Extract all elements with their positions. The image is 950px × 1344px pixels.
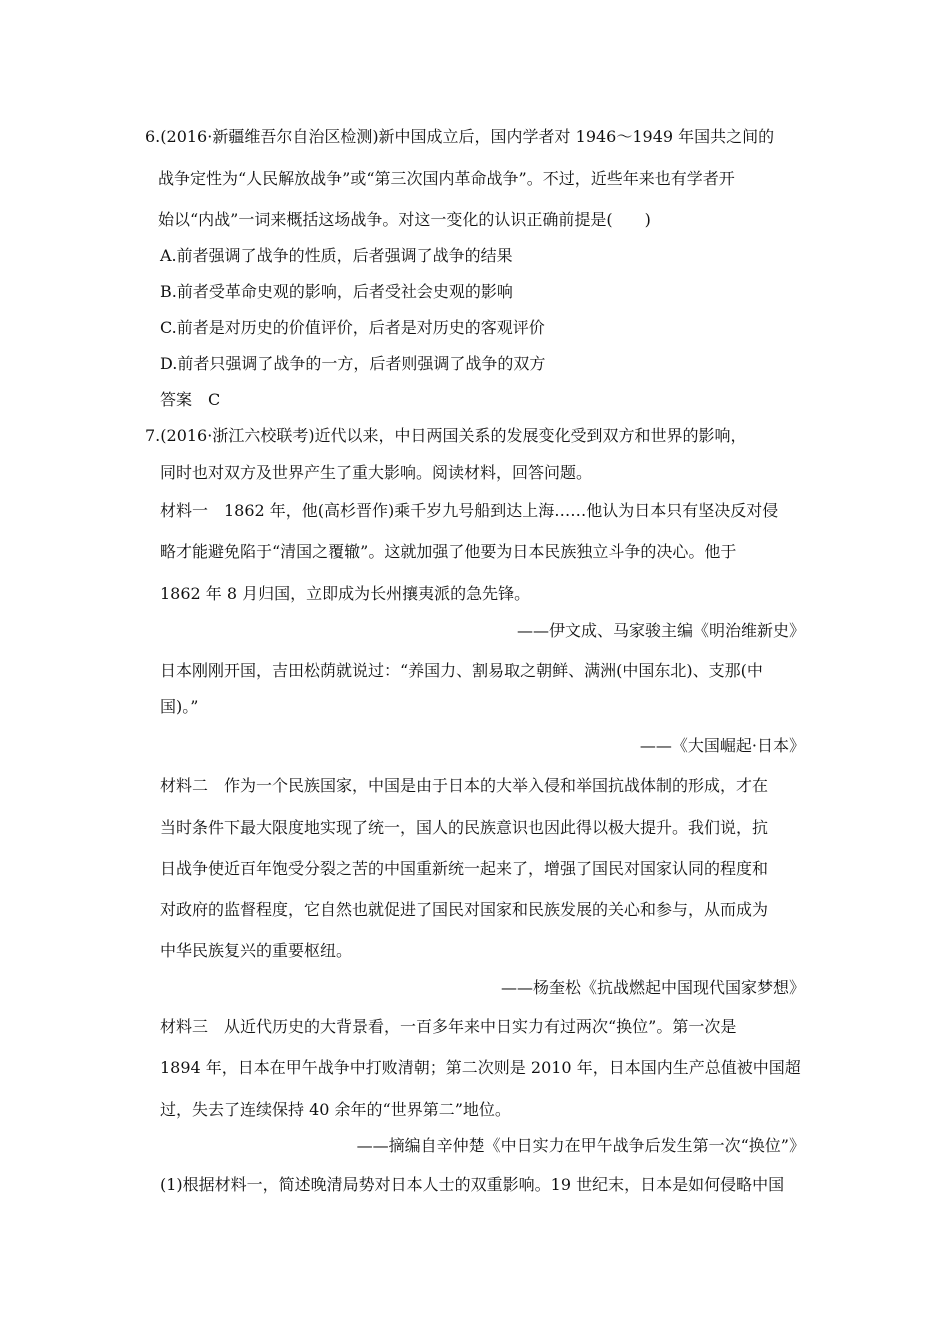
q6-stem-line-3: 始以“内战”一词来概括这场战争。对这一变化的认识正确前提是( ) — [158, 210, 651, 229]
q6-option-c: C.前者是对历史的价值评价，后者是对历史的客观评价 — [160, 318, 545, 337]
material-1b-line-2: 国)。” — [160, 697, 199, 716]
material-2-line-4: 对政府的监督程度，它自然也就促进了国民对国家和民族发展的关心和参与，从而成为 — [160, 900, 769, 919]
material-1-line-1: 材料一 1862 年，他(高杉晋作)乘千岁九号船到达上海……他认为日本只有坚决反对侵 — [160, 501, 779, 520]
material-2-line-5: 中华民族复兴的重要枢纽。 — [160, 941, 353, 960]
material-3-source: ——摘编自辛仲楚《中日实力在甲午战争后发生第一次“换位”》 — [356, 1136, 805, 1155]
material-1b-line-1: 日本刚刚开国，吉田松荫就说过：“养国力、割易取之朝鲜、满洲(中国东北)、支那(中 — [160, 661, 763, 680]
material-2-source: ——杨奎松《抗战燃起中国现代国家梦想》 — [500, 978, 805, 997]
q6-answer: 答案 C — [160, 390, 221, 409]
material-2-line-2: 当时条件下最大限度地实现了统一，国人的民族意识也因此得以极大提升。我们说，抗 — [160, 818, 769, 837]
q7-stem-line-2: 同时也对双方及世界产生了重大影响。阅读材料，回答问题。 — [160, 463, 593, 482]
material-3-line-2: 1894 年，日本在甲午战争中打败清朝；第二次则是 2010 年，日本国内生产总值被中国超 — [160, 1058, 801, 1077]
q6-stem-line-1: 6.(2016·新疆维吾尔自治区检测)新中国成立后，国内学者对 1946～1949 年国共之间的 — [145, 127, 775, 146]
material-3-line-3: 过，失去了连续保持 40 余年的“世界第二”地位。 — [160, 1100, 511, 1119]
q7-subquestion-1: (1)根据材料一，简述晚清局势对日本人士的双重影响。19 世纪末，日本是如何侵略中国 — [160, 1175, 785, 1194]
q7-stem-line-1: 7.(2016·浙江六校联考)近代以来，中日两国关系的发展变化受到双方和世界的影响， — [145, 426, 747, 445]
material-2-line-1: 材料二 作为一个民族国家，中国是由于日本的大举入侵和举国抗战体制的形成，才在 — [160, 776, 769, 795]
q6-option-a: A.前者强调了战争的性质，后者强调了战争的结果 — [160, 246, 513, 265]
material-1-line-3: 1862 年 8 月归国，立即成为长州攘夷派的急先锋。 — [160, 584, 531, 603]
material-1-line-2: 略才能避免陷于“清国之覆辙”。这就加强了他要为日本民族独立斗争的决心。他于 — [160, 542, 737, 561]
material-3-line-1: 材料三 从近代历史的大背景看，一百多年来中日实力有过两次“换位”。第一次是 — [160, 1017, 737, 1036]
material-1-source: ——伊文成、马家骏主编《明治维新史》 — [516, 621, 805, 640]
material-2-line-3: 日战争使近百年饱受分裂之苦的中国重新统一起来了，增强了国民对国家认同的程度和 — [160, 859, 769, 878]
q6-stem-line-2: 战争定性为“人民解放战争”或“第三次国内革命战争”。不过，近些年来也有学者开 — [158, 169, 735, 188]
material-1b-source: ——《大国崛起·日本》 — [639, 736, 805, 755]
q6-option-b: B.前者受革命史观的影响，后者受社会史观的影响 — [160, 282, 513, 301]
q6-option-d: D.前者只强调了战争的一方，后者则强调了战争的双方 — [160, 354, 546, 373]
